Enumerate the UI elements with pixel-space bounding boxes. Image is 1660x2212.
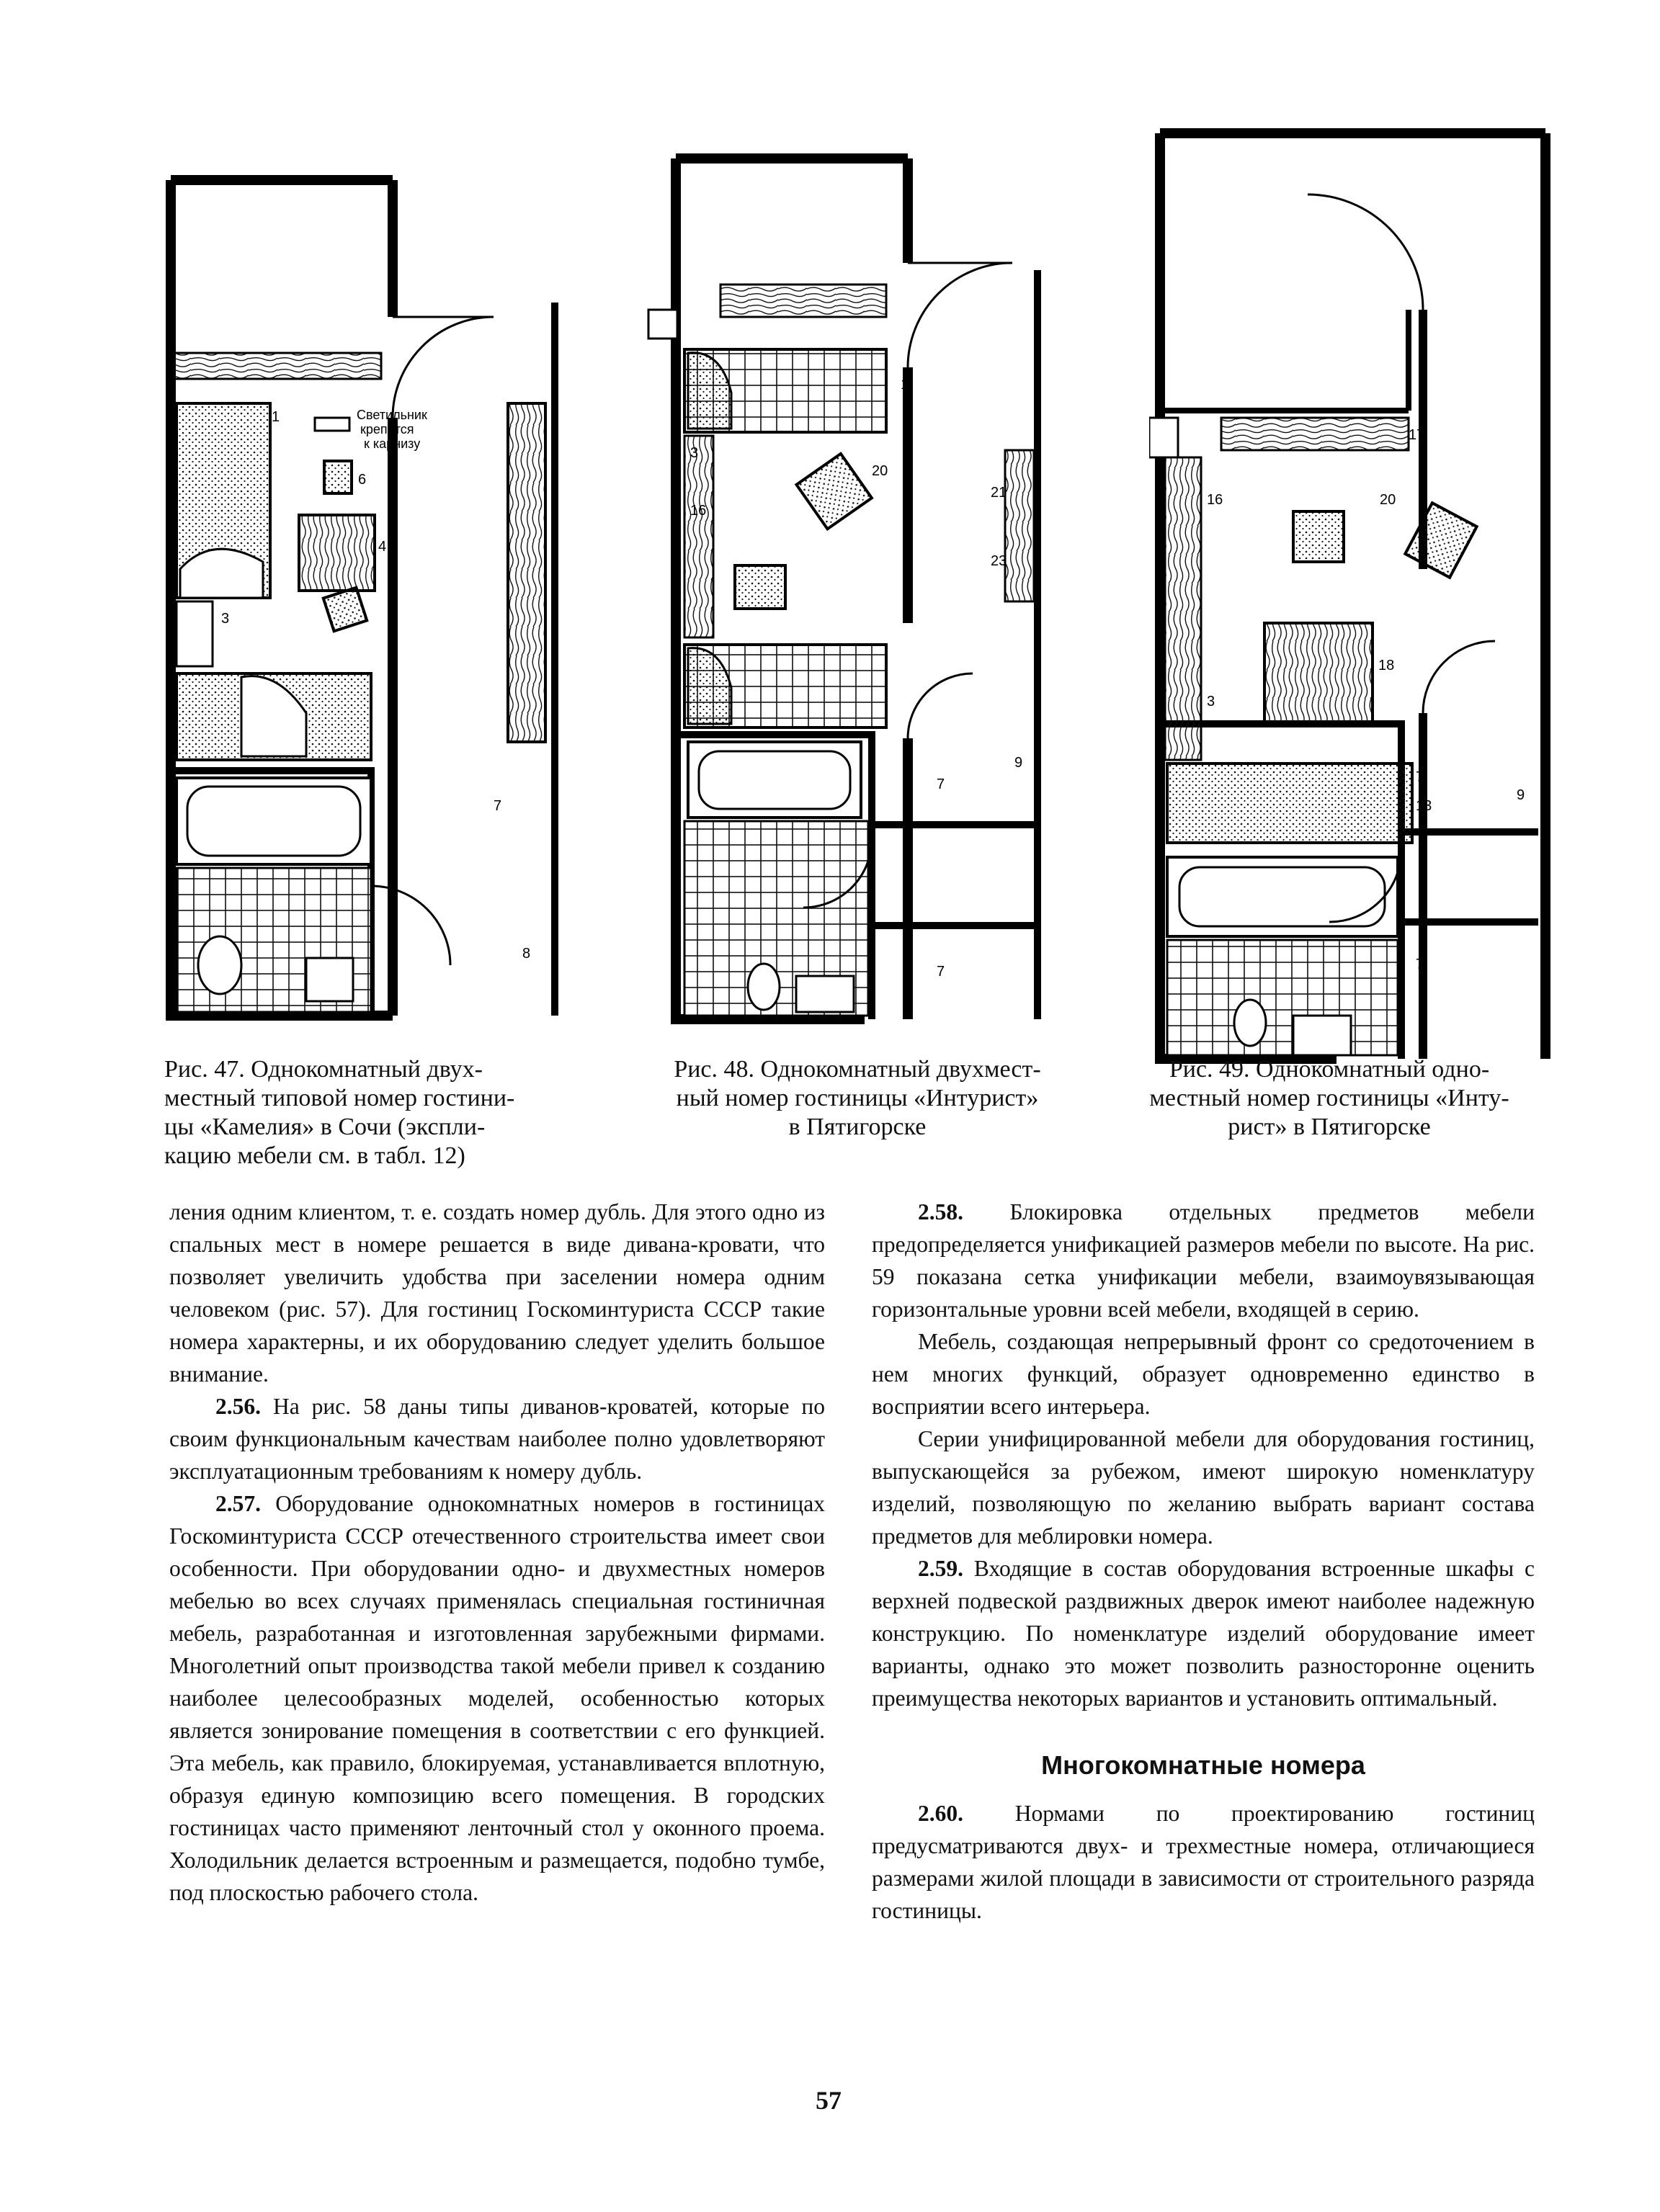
label-7-top: 7	[1416, 769, 1424, 785]
label-23: 23	[991, 553, 1007, 569]
label-1: 1	[272, 409, 280, 425]
caption-line: местный типовой номер гостини-	[164, 1085, 515, 1111]
label-16: 16	[1207, 492, 1223, 508]
door-arc	[1308, 194, 1423, 310]
paragraph-2-59: 2.59. Входящие в состав оборудования встроенные шкафы с верхней подвеской раздвижных дверок имеют наиболее надежную конструкцию. По номенклатуре изделий оборудование имеет варианты, однако это может позволить разносторонне оценить преимущества некоторых вариантов и установить оптимальный.	[872, 1556, 1535, 1711]
curtain	[172, 353, 381, 379]
door-arc-2	[1423, 641, 1495, 713]
sink	[796, 976, 854, 1012]
nightstand	[177, 601, 213, 666]
table	[1264, 623, 1373, 724]
paragraph-2-58: 2.58. Блокировка отдельных предметов мебели предопределяется унификацией размеров мебели по высоте. На рис. 59 показана сетка унификации мебели, взаимоувязывающая горизонтальные уровни всей мебели, входящей в серию.	[872, 1199, 1535, 1322]
label-4: 4	[378, 539, 387, 555]
label-21: 21	[991, 485, 1007, 501]
room-wall	[1160, 310, 1409, 411]
figure-47-caption	[164, 1055, 582, 1170]
door-arc-2	[908, 673, 973, 738]
left-column	[169, 1196, 825, 1909]
label-16: 16	[690, 503, 707, 519]
label-7-bottom: 7	[937, 964, 945, 980]
toilet	[1234, 1000, 1266, 1046]
paragraph-number: 2.58.	[918, 1199, 963, 1224]
caption-line: Рис. 47. Однокомнатный двух-	[164, 1056, 483, 1083]
label-lamp-3: к карнизу	[364, 436, 421, 451]
label-3: 3	[1207, 694, 1215, 709]
armchair-2	[735, 565, 785, 609]
figure-48-caption	[634, 1055, 1081, 1142]
label-13: 13	[1416, 798, 1432, 814]
label-9: 9	[1517, 787, 1525, 803]
label-20: 20	[1380, 492, 1396, 508]
label-17: 17	[1409, 427, 1425, 443]
figure-49-caption	[1106, 1055, 1553, 1142]
paragraph-number: 2.56.	[215, 1394, 261, 1419]
door-arc	[908, 263, 1012, 367]
paragraph-2-56: 2.56. На рис. 58 даны типы диванов-кроватей, которые по своим функциональным качествам наиболее полно удовлетворяют эксплуатационным требованиям к номеру дубль.	[169, 1394, 826, 1484]
sofa-bed	[1167, 764, 1412, 843]
label-7: 7	[494, 798, 502, 814]
shelf	[684, 436, 713, 637]
label-6: 6	[358, 472, 367, 488]
figure-47-plan	[162, 166, 566, 1023]
paragraph-2-57: 2.57. Оборудование однокомнатных номеров в гостиницах Госкоминтуриста СССР отечественного строительства имеет свои особенности. При оборудовании одно- и двухместных номеров мебелью во всех случаях применялась специальная гостиничная мебель, разработанная и изготовленная зарубежными фирмами. Многолетний опыт производства такой мебели привел к созданию наиболее целесообразных моделей, особенностью которых является зонирование помещения в соответствии с его функцией. Эта мебель, как правило, блокируемая, устанавливается вплотную, образуя единую композицию всего помещения. В городских гостиницах часто применяют ленточный стол у оконного проема. Холодильник делается встроенным и размещается, подобно тумбе, под плоскостью рабочего стола.	[169, 1491, 825, 1905]
caption-line: ный номер гостиницы «Интурист»	[676, 1085, 1039, 1111]
paragraph: ления одним клиентом, т. е. создать номер дубль. Для этого одно из спальных мест в номере решается в виде дивана-кровати, что позволяет увеличить удобства при заселении номера одним человеком (рис. 57). Для гостиниц Госкоминтуриста СССР такие номера характерны, и их оборудованию следует уделить большое внимание.	[169, 1199, 825, 1387]
curtain	[1221, 418, 1409, 450]
paragraph-number: 2.60.	[918, 1801, 963, 1826]
armchair-1	[1293, 511, 1344, 562]
window-sill	[1149, 418, 1178, 457]
paragraph: Серии унифицированной мебели для оборудования гостиниц, выпускающейся за рубежом, имеют широкую номенклатуру изделий, позволяющую по желанию выбрать вариант состава предметов для меблировки номера.	[872, 1426, 1535, 1549]
label-20: 20	[872, 463, 888, 479]
sink	[1293, 1016, 1351, 1055]
armchair-1	[796, 454, 871, 529]
toilet	[198, 936, 241, 994]
label-18: 18	[1378, 658, 1395, 673]
door-arc	[393, 317, 494, 418]
caption-line: цы «Камелия» в Сочи (экспли-	[164, 1114, 486, 1140]
label-7-top: 7	[937, 776, 945, 792]
label-1: 1	[901, 377, 909, 393]
label-lamp-1: Светильник	[357, 408, 427, 422]
paragraph-number: 2.59.	[918, 1556, 963, 1581]
caption-line: Рис. 49. Однокомнатный одно-	[1169, 1056, 1490, 1083]
caption-line: Рис. 48. Однокомнатный двухмест-	[674, 1056, 1041, 1083]
desk	[1005, 450, 1034, 601]
chair	[323, 588, 367, 631]
sink	[306, 958, 353, 1001]
bath-door-arc	[371, 886, 450, 965]
label-lamp-2: крепится	[360, 422, 414, 436]
shelf	[1165, 457, 1201, 760]
label-3: 3	[221, 611, 230, 627]
label-8: 8	[522, 946, 531, 962]
section-heading: Многокомнатные номера	[1041, 1750, 1365, 1780]
bathtub	[1167, 857, 1398, 936]
caption-line: в Пятигорске	[788, 1114, 927, 1140]
bathtub	[177, 778, 371, 864]
lamp	[315, 418, 349, 431]
figure-49-plan	[1149, 122, 1567, 1066]
paragraph: Мебель, создающая непрерывный фронт со средоточением в нем многих функций, образует одновременно единство в восприятии всего интерьера.	[872, 1329, 1535, 1419]
paragraph-number: 2.57.	[215, 1491, 261, 1516]
toilet	[748, 964, 780, 1010]
armchair-2	[1405, 503, 1476, 577]
right-column	[872, 1196, 1535, 1927]
table	[299, 515, 375, 591]
page-number: 57	[816, 2086, 842, 2115]
window-sill	[648, 310, 677, 339]
curtain	[720, 285, 886, 317]
caption-line: кацию мебели см. в табл. 12)	[164, 1142, 465, 1169]
bathtub	[688, 742, 861, 818]
label-9: 9	[1014, 755, 1023, 771]
paragraph-2-60: 2.60. Нормами по проектированию гостиниц предусматриваются двух- и трехместные номера, отличающиеся размерами жилой площади в зависимости от строительного разряда гостиницы.	[872, 1801, 1535, 1923]
caption-line: рист» в Пятигорске	[1228, 1114, 1431, 1140]
label-3: 3	[690, 445, 699, 461]
wardrobe	[508, 403, 545, 742]
figure-48-plan	[634, 148, 1052, 1026]
caption-line: местный номер гостиницы «Инту-	[1149, 1085, 1509, 1111]
bath-floor	[1167, 940, 1398, 1055]
stool	[324, 461, 352, 493]
label-7-bottom: 7	[1416, 957, 1424, 972]
